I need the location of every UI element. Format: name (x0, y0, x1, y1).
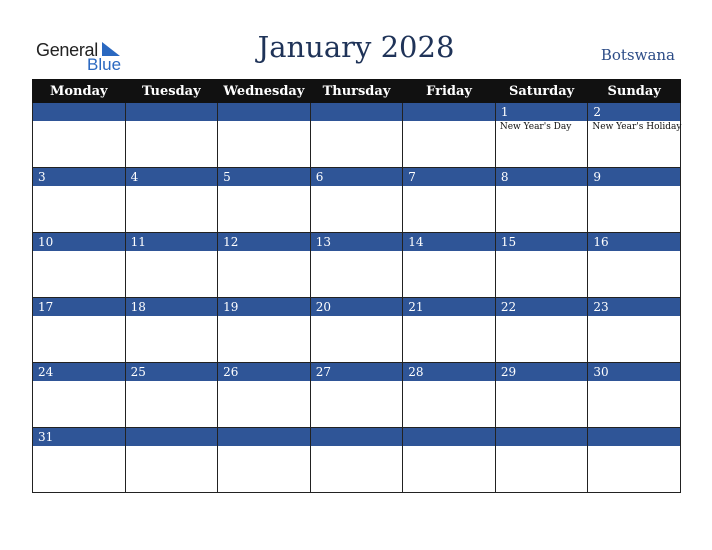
holiday-label (218, 381, 310, 382)
day-number: 8 (495, 168, 588, 187)
holiday-label (33, 316, 125, 317)
day-cell (403, 316, 496, 363)
holiday-label (311, 121, 403, 122)
week-number-row (33, 103, 681, 122)
day-number: 13 (310, 233, 403, 252)
holiday-label (311, 251, 403, 252)
holiday-label (588, 186, 680, 187)
day-number: 29 (495, 363, 588, 382)
day-number: 28 (403, 363, 496, 382)
day-number (310, 428, 403, 447)
day-number: 18 (125, 298, 218, 317)
holiday-label (218, 186, 310, 187)
day-number: 1 (495, 103, 588, 122)
holiday-label (33, 121, 125, 122)
day-number: 17 (33, 298, 126, 317)
day-cell (403, 381, 496, 428)
day-number: 2 (588, 103, 681, 122)
country-label: Botswana (600, 46, 675, 64)
day-number (125, 103, 218, 122)
day-number (218, 103, 311, 122)
holiday-label (311, 186, 403, 187)
holiday-label (403, 316, 495, 317)
holiday-label (588, 316, 680, 317)
day-cell (588, 316, 681, 363)
day-number: 11 (125, 233, 218, 252)
day-cell (33, 316, 126, 363)
weekday-header: Wednesday (218, 80, 311, 103)
day-cell (588, 186, 681, 233)
day-number: 5 (218, 168, 311, 187)
day-cell (403, 251, 496, 298)
week-number-row (33, 363, 681, 382)
holiday-label (311, 446, 403, 447)
day-number: 23 (588, 298, 681, 317)
day-cell (33, 186, 126, 233)
day-cell (495, 446, 588, 493)
weekday-header: Sunday (588, 80, 681, 103)
week-body-row (33, 446, 681, 493)
holiday-label (126, 316, 218, 317)
day-cell (588, 251, 681, 298)
holiday-label (403, 186, 495, 187)
day-cell (125, 121, 218, 168)
day-number: 19 (218, 298, 311, 317)
day-cell (403, 446, 496, 493)
holiday-label (496, 316, 588, 317)
holiday-label (311, 381, 403, 382)
day-number: 21 (403, 298, 496, 317)
logo-text-general: General (36, 40, 98, 60)
day-number: 12 (218, 233, 311, 252)
day-number: 20 (310, 298, 403, 317)
holiday-label (126, 446, 218, 447)
day-cell (310, 446, 403, 493)
day-number (403, 428, 496, 447)
holiday-label (496, 186, 588, 187)
holiday-label (588, 251, 680, 252)
week-number-row (33, 233, 681, 252)
day-cell (218, 186, 311, 233)
day-cell (33, 121, 126, 168)
day-cell (218, 316, 311, 363)
holiday-label: New Year's Holiday (592, 122, 682, 132)
day-cell (495, 121, 588, 168)
day-number (495, 428, 588, 447)
day-cell (310, 251, 403, 298)
week-body-row (33, 121, 681, 168)
day-number: 16 (588, 233, 681, 252)
holiday-label (311, 316, 403, 317)
weekday-header: Thursday (310, 80, 403, 103)
day-cell (218, 251, 311, 298)
day-number: 4 (125, 168, 218, 187)
holiday-label: New Year's Day (499, 122, 572, 132)
calendar-grid (32, 79, 681, 493)
holiday-label (403, 446, 495, 447)
day-cell (403, 186, 496, 233)
holiday-label (218, 316, 310, 317)
holiday-label (218, 251, 310, 252)
weekday-header: Friday (403, 80, 496, 103)
day-cell (495, 381, 588, 428)
day-number (218, 428, 311, 447)
page-title: January 2028 (257, 30, 455, 64)
week-number-row (33, 168, 681, 187)
holiday-label (218, 121, 310, 122)
day-number (310, 103, 403, 122)
day-number: 14 (403, 233, 496, 252)
day-number: 26 (218, 363, 311, 382)
holiday-label (33, 446, 125, 447)
day-cell (495, 186, 588, 233)
day-number: 27 (310, 363, 403, 382)
week-body-row (33, 316, 681, 363)
week-body-row (33, 186, 681, 233)
holiday-label (126, 186, 218, 187)
holiday-label (403, 251, 495, 252)
day-cell (310, 186, 403, 233)
day-number: 6 (310, 168, 403, 187)
day-cell (218, 121, 311, 168)
day-cell (310, 121, 403, 168)
day-number: 15 (495, 233, 588, 252)
holiday-label (496, 446, 588, 447)
holiday-label (126, 251, 218, 252)
day-cell (33, 381, 126, 428)
day-number: 31 (33, 428, 126, 447)
day-cell (588, 381, 681, 428)
holiday-label (126, 121, 218, 122)
holiday-label (588, 446, 680, 447)
day-number: 3 (33, 168, 126, 187)
day-cell (125, 251, 218, 298)
day-cell (310, 381, 403, 428)
day-number (33, 103, 126, 122)
day-cell (218, 381, 311, 428)
holiday-label (588, 381, 680, 382)
holiday-label (403, 121, 495, 122)
holiday-label (496, 381, 588, 382)
day-cell (310, 316, 403, 363)
day-number (403, 103, 496, 122)
week-body-row (33, 381, 681, 428)
day-cell (125, 316, 218, 363)
day-cell (125, 381, 218, 428)
weekday-header: Tuesday (125, 80, 218, 103)
day-cell (125, 446, 218, 493)
weekday-header-row (33, 80, 681, 103)
week-number-row (33, 298, 681, 317)
day-cell (495, 251, 588, 298)
day-number (588, 428, 681, 447)
holiday-label (33, 381, 125, 382)
holiday-label (403, 381, 495, 382)
day-cell (218, 446, 311, 493)
weekday-header: Saturday (495, 80, 588, 103)
day-cell (403, 121, 496, 168)
day-number: 30 (588, 363, 681, 382)
day-cell (588, 446, 681, 493)
day-number: 7 (403, 168, 496, 187)
day-number: 22 (495, 298, 588, 317)
holiday-label (126, 381, 218, 382)
week-body-row (33, 251, 681, 298)
day-number: 24 (33, 363, 126, 382)
day-cell (33, 446, 126, 493)
holiday-label (218, 446, 310, 447)
logo-text-blue: Blue (87, 55, 122, 74)
day-number: 10 (33, 233, 126, 252)
holiday-label (496, 251, 588, 252)
day-number (125, 428, 218, 447)
day-number: 25 (125, 363, 218, 382)
weekday-header: Monday (33, 80, 126, 103)
day-cell (495, 316, 588, 363)
day-number: 9 (588, 168, 681, 187)
holiday-label (33, 251, 125, 252)
day-cell (125, 186, 218, 233)
holiday-label (33, 186, 125, 187)
day-cell (33, 251, 126, 298)
day-cell (588, 121, 681, 168)
week-number-row (33, 428, 681, 447)
